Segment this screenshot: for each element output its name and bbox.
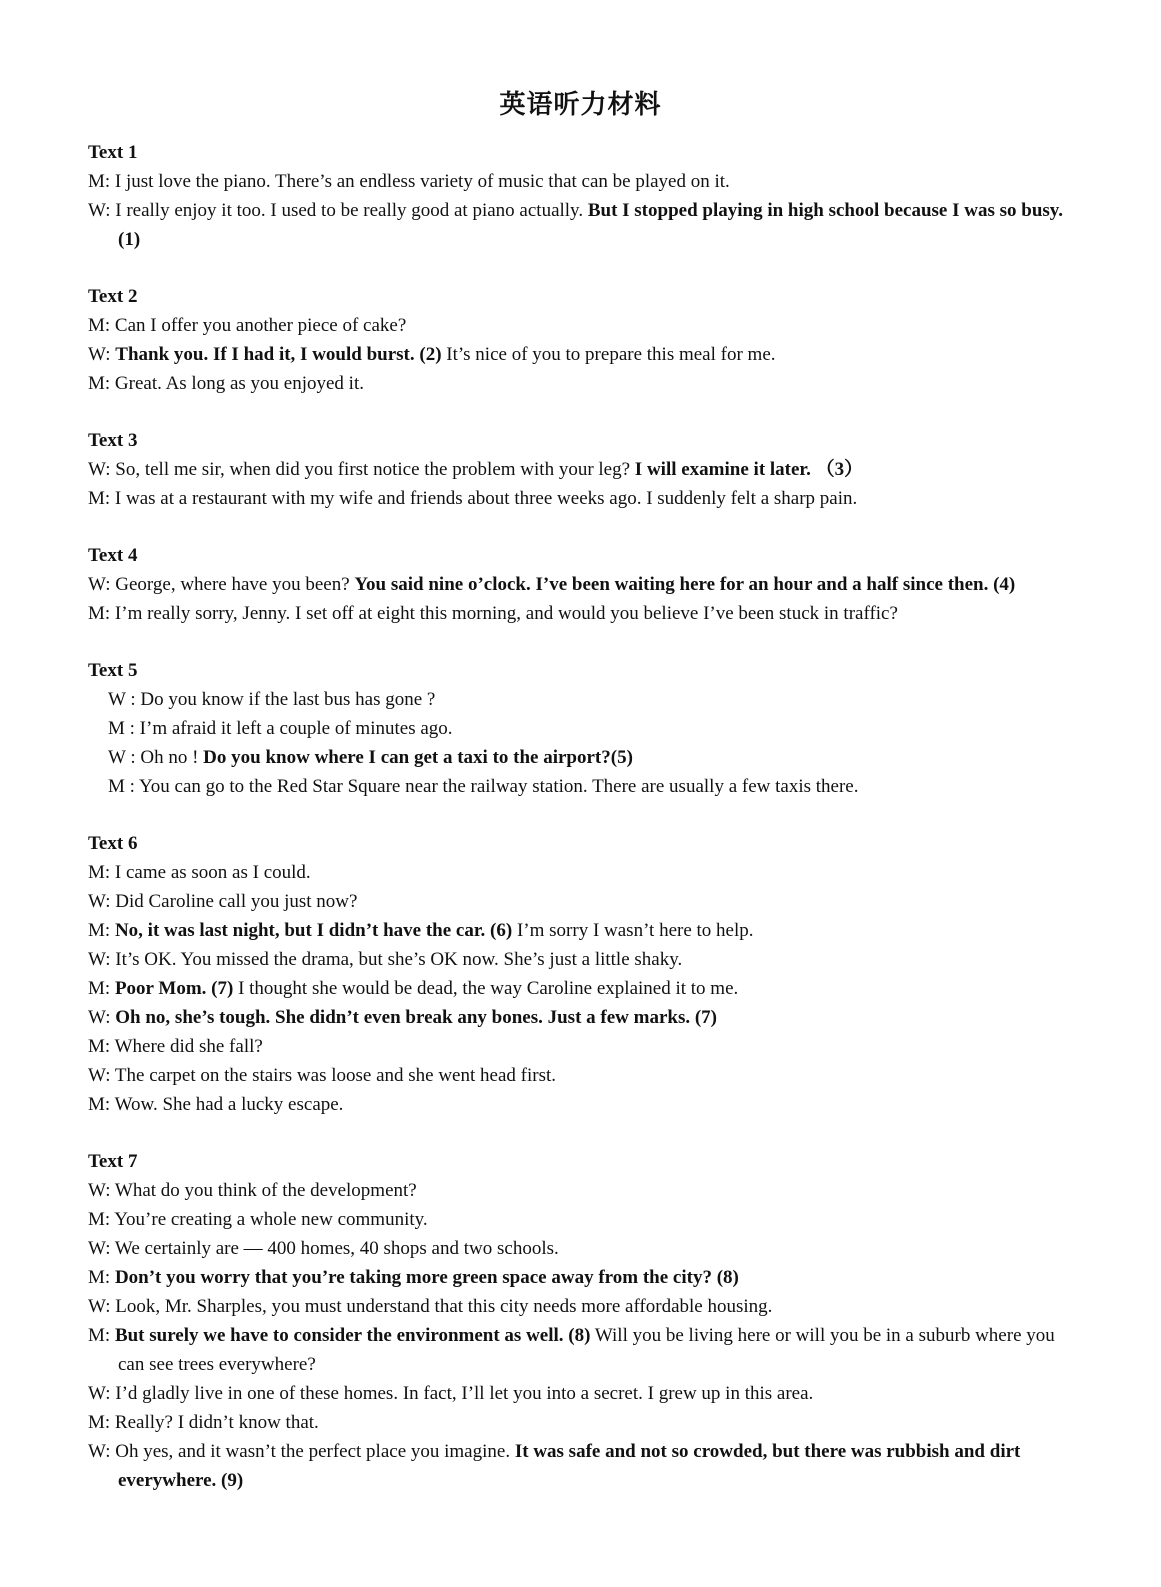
line-text: W: Oh yes, and it wasn’t the perfect place you imagine. <box>88 1441 515 1462</box>
dialogue-line <box>88 887 1078 916</box>
line-text: W: So, tell me sir, when did you first notice the problem with your leg? <box>88 459 635 480</box>
line-text: W: Look, Mr. Sharples, you must understand that this city needs more affordable housing. <box>88 1296 773 1317</box>
dialogue-line <box>88 599 1078 628</box>
line-text: W: I’d gladly live in one of these homes. In fact, I’ll let you into a secret. I grew up in this area. <box>88 1383 814 1404</box>
dialogue-line <box>88 1061 1078 1090</box>
line-text: M: I came as soon as I could. <box>88 862 311 883</box>
line-text: M: <box>88 1267 115 1288</box>
dialogue-line <box>88 772 1078 801</box>
dialogue-line <box>88 1379 1078 1408</box>
line-text: W: George, where have you been? <box>88 574 355 595</box>
answer-highlight: No, it was last night, but I didn’t have the car. (6) <box>114 920 513 941</box>
page-title: 英语听力材料 <box>499 90 662 120</box>
line-text: M: <box>88 1325 115 1346</box>
dialogue-section <box>88 426 1078 513</box>
answer-highlight: It was safe and not so crowded, but there was rubbish and dirt everywhere. (9) <box>118 1441 1021 1491</box>
line-text: W: What do you think of the development? <box>88 1180 417 1201</box>
answer-highlight: But surely we have to consider the environment as well. (8) <box>114 1325 591 1346</box>
dialogue-line <box>88 484 1078 513</box>
line-text: W: <box>88 344 116 365</box>
line-text: I thought she would be dead, the way Caroline explained it to me. <box>233 978 739 999</box>
dialogue-line <box>88 340 1078 369</box>
line-text: W: It’s OK. You missed the drama, but she’s OK now. She’s just a little shaky. <box>88 949 683 970</box>
dialogue-line <box>88 945 1078 974</box>
answer-highlight: You said nine o’clock. I’ve been waiting here for an hour and a half since then. (4) <box>354 574 1016 595</box>
line-text: M: Great. As long as you enjoyed it. <box>88 373 364 394</box>
dialogue-line <box>88 916 1078 945</box>
dialogue-line <box>88 1408 1078 1437</box>
dialogue-section <box>88 829 1078 1119</box>
line-text: M: I’m really sorry, Jenny. I set off at eight this morning, and would you believe I’ve been stuck in traffic? <box>88 603 898 624</box>
dialogue-line <box>88 685 1078 714</box>
line-text: M : You can go to the Red Star Square near the railway station. There are usually a few taxis there. <box>108 776 859 797</box>
dialogue-section <box>88 138 1078 254</box>
dialogue-line <box>88 858 1078 887</box>
dialogue-line <box>88 1032 1078 1061</box>
dialogue-section <box>88 656 1078 801</box>
line-text: I’m sorry I wasn’t here to help. <box>512 920 754 941</box>
line-text: M: Wow. She had a lucky escape. <box>88 1094 344 1115</box>
line-text: W: I really enjoy it too. I used to be really good at piano actually. <box>88 200 588 221</box>
dialogue-line <box>88 167 1078 196</box>
line-text: W: The carpet on the stairs was loose and she went head first. <box>88 1065 556 1086</box>
line-text: W : Do you know if the last bus has gone ? <box>108 689 436 710</box>
line-text: It’s nice of you to prepare this meal for me. <box>441 344 776 365</box>
answer-highlight: Do you know where I can get a taxi to the airport?(5) <box>203 747 633 768</box>
answer-highlight: But I stopped playing in high school because I was so busy. (1) <box>118 200 1063 250</box>
line-text: M: I was at a restaurant with my wife and friends about three weeks ago. I suddenly felt a sharp pain. <box>88 488 858 509</box>
line-text: M : I’m afraid it left a couple of minutes ago. <box>108 718 453 739</box>
section-title: Text 3 <box>88 430 138 451</box>
dialogue-line <box>88 311 1078 340</box>
dialogue-section <box>88 1147 1078 1495</box>
answer-highlight: Poor Mom. (7) <box>114 978 234 999</box>
dialogue-line <box>88 743 1078 772</box>
line-text: Will you be living here or will you be in a suburb where you can see trees everywhere? <box>118 1325 1055 1375</box>
line-text: W: We certainly are — 400 homes, 40 shops and two schools. <box>88 1238 559 1259</box>
line-text: M: Where did she fall? <box>88 1036 263 1057</box>
line-text: M: <box>88 978 115 999</box>
dialogue-section <box>88 541 1078 628</box>
dialogue-line <box>88 1263 1078 1292</box>
section-title: Text 2 <box>88 286 138 307</box>
dialogue-line <box>88 1205 1078 1234</box>
line-text: M: Really? I didn’t know that. <box>88 1412 319 1433</box>
dialogue-line <box>88 1176 1078 1205</box>
answer-highlight: Don’t you worry that you’re taking more green space away from the city? (8) <box>114 1267 739 1288</box>
line-text: W: Did Caroline call you just now? <box>88 891 358 912</box>
dialogue-line <box>88 1437 1078 1495</box>
dialogue-line <box>88 1292 1078 1321</box>
section-title: Text 6 <box>88 833 138 854</box>
dialogue-section <box>88 282 1078 398</box>
line-text: M: <box>88 920 115 941</box>
dialogue-line <box>88 1234 1078 1263</box>
dialogue-line <box>88 714 1078 743</box>
section-title: Text 1 <box>88 142 138 163</box>
dialogue-line <box>88 570 1078 599</box>
dialogue-line <box>88 369 1078 398</box>
section-title: Text 5 <box>88 660 138 681</box>
answer-highlight: Thank you. If I had it, I would burst. (2) <box>115 344 442 365</box>
answer-highlight: Oh no, she’s tough. She didn’t even break any bones. Just a few marks. (7) <box>115 1007 718 1028</box>
dialogue-line <box>88 196 1078 254</box>
dialogue-line <box>88 455 1078 484</box>
section-title: Text 7 <box>88 1151 138 1172</box>
line-text: M: I just love the piano. There’s an endless variety of music that can be played on it. <box>88 171 730 192</box>
line-text: M: You’re creating a whole new community. <box>88 1209 428 1230</box>
line-text: W: <box>88 1007 116 1028</box>
line-text: W : Oh no ! <box>108 747 204 768</box>
section-title: Text 4 <box>88 545 138 566</box>
answer-highlight: I will examine it later. （3） <box>634 459 864 480</box>
dialogue-line <box>88 1003 1078 1032</box>
document-body <box>88 138 1078 1523</box>
dialogue-line <box>88 1090 1078 1119</box>
dialogue-line <box>88 1321 1078 1379</box>
line-text: M: Can I offer you another piece of cake? <box>88 315 407 336</box>
dialogue-line <box>88 974 1078 1003</box>
